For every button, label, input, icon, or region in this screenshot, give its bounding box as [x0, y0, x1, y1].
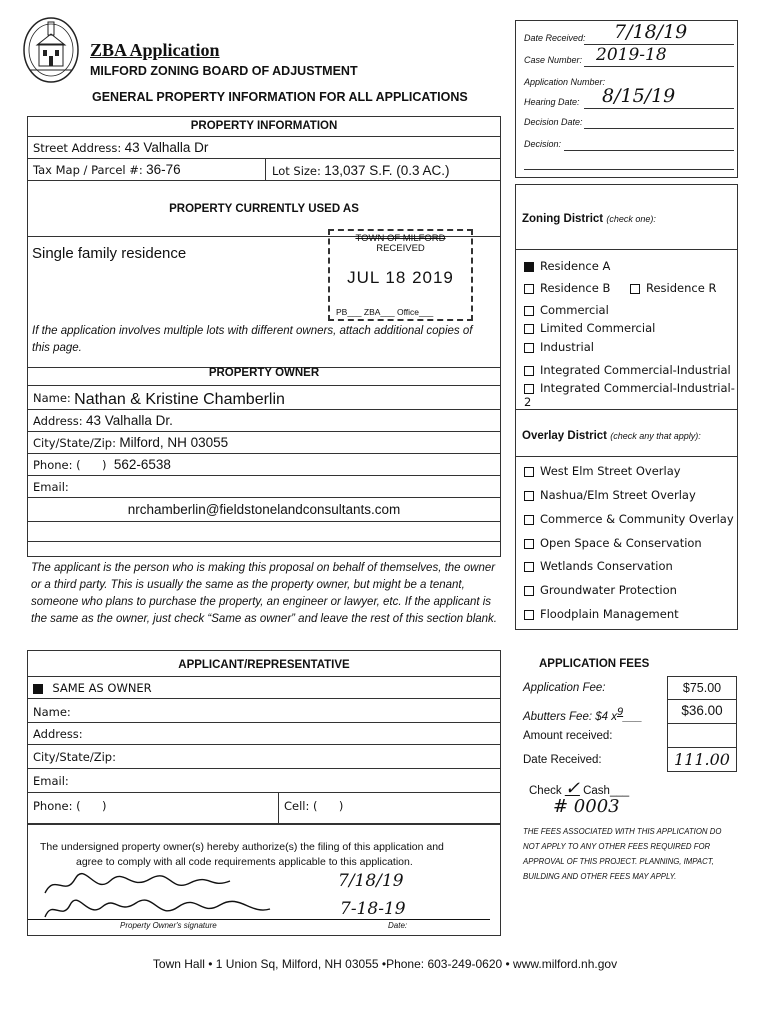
- tax-map-label: Tax Map / Parcel #:: [33, 163, 143, 177]
- option-label: Open Space & Conservation: [540, 536, 702, 550]
- applicant-phone-label[interactable]: Phone: (: [33, 799, 81, 813]
- fees-date-received-value[interactable]: 111.00: [667, 748, 737, 772]
- option-label: Integrated Commercial-Industrial-2: [524, 381, 735, 409]
- application-fee-value: $75.00: [667, 676, 737, 700]
- checkbox-icon[interactable]: [524, 324, 534, 334]
- check-mark[interactable]: ✓: [564, 778, 580, 799]
- zoning-option-integrated-ci-2[interactable]: [524, 381, 737, 409]
- amount-received-label: Amount received:: [523, 730, 613, 742]
- office-use-box: [515, 20, 738, 178]
- spacer-row: [28, 522, 500, 542]
- overlay-header-note: (check any that apply):: [610, 431, 701, 441]
- overlay-option-west-elm[interactable]: [524, 464, 681, 478]
- owner-address-label: Address:: [33, 414, 83, 428]
- option-label: Nashua/Elm Street Overlay: [540, 488, 696, 502]
- property-owner-section: [27, 360, 501, 557]
- application-fee-label: Application Fee:: [523, 682, 606, 694]
- applicant-city-label: City/State/Zip:: [33, 750, 116, 764]
- owner-name-label: Name:: [33, 391, 71, 405]
- date-received-label: Date Received:: [524, 33, 586, 43]
- signature-date-2: 7-18-19: [340, 899, 406, 919]
- applicant-phone-paren: ): [101, 799, 107, 813]
- owner-city-label: City/State/Zip:: [33, 436, 116, 450]
- case-number-value: 2019-18: [596, 45, 667, 65]
- same-as-owner-checkbox[interactable]: [33, 684, 43, 694]
- owner-phone-row: [28, 454, 500, 476]
- applicant-email-label: Email:: [33, 774, 69, 788]
- checkbox-icon[interactable]: [524, 284, 534, 294]
- overlay-option-floodplain[interactable]: [524, 607, 679, 621]
- fees-header: APPLICATION FEES: [539, 658, 650, 670]
- applicant-address-row[interactable]: [28, 723, 500, 745]
- applicant-phone-row: [28, 793, 500, 823]
- checkbox-icon[interactable]: [630, 284, 640, 294]
- option-label: Residence R: [646, 281, 717, 295]
- decision-label: Decision:: [524, 139, 562, 149]
- zoning-option-industrial[interactable]: [524, 340, 594, 354]
- checkbox-icon[interactable]: [524, 610, 534, 620]
- check-label: Check: [529, 785, 562, 797]
- checkbox-icon[interactable]: [524, 262, 534, 272]
- tax-map-value[interactable]: 36-76: [146, 162, 181, 177]
- town-seal-logo: [22, 14, 80, 84]
- case-number-label: Case Number:: [524, 55, 583, 65]
- amount-received-box[interactable]: [667, 724, 737, 748]
- authorization-section: [27, 824, 501, 936]
- overlay-district-section: [515, 410, 738, 630]
- form-title: ZBA Application: [90, 40, 220, 60]
- form-subtitle: GENERAL PROPERTY INFORMATION FOR ALL APPLICATIONS: [92, 90, 468, 104]
- applicant-cell-label[interactable]: Cell: (: [284, 799, 318, 813]
- stamp-town: TOWN OF MILFORD: [355, 233, 446, 244]
- zoning-header: Zoning District: [522, 213, 604, 225]
- applicant-note: The applicant is the person who is making this proposal on behalf of themselves, the owner or a third party. This is usually the same as the property owner, but might be a tenant, someone who plans to purchase the property, an engineer or lawyer, etc. If the applicant is the same as the owner, just check “Same as owner” and leave the rest of this section blank.: [31, 562, 497, 625]
- date-received-value: 7/18/19: [614, 21, 688, 43]
- owner-email-value-row: [28, 498, 500, 522]
- applicant-header: APPLICANT/REPRESENTATIVE: [28, 651, 500, 677]
- zoning-option-residence-a[interactable]: [524, 259, 610, 273]
- cash-label: Cash: [583, 785, 610, 797]
- checkbox-icon[interactable]: [524, 343, 534, 353]
- application-number-label: Application Number:: [524, 77, 606, 87]
- overlay-option-commerce[interactable]: [524, 512, 734, 526]
- property-info-header: PROPERTY INFORMATION: [28, 117, 500, 137]
- overlay-option-groundwater[interactable]: [524, 583, 677, 597]
- checkbox-icon[interactable]: [524, 515, 534, 525]
- overlay-option-nashua-elm[interactable]: [524, 488, 696, 502]
- hearing-date-value: 8/15/19: [602, 85, 676, 107]
- zoning-option-residence-r[interactable]: [630, 281, 716, 295]
- lot-size-label: Lot Size:: [272, 164, 321, 178]
- checkbox-icon[interactable]: [524, 586, 534, 596]
- owner-address-value[interactable]: 43 Valhalla Dr.: [86, 413, 173, 428]
- option-label: West Elm Street Overlay: [540, 464, 681, 478]
- overlay-option-open-space[interactable]: [524, 536, 702, 550]
- applicant-section: [27, 650, 501, 824]
- checkbox-icon[interactable]: [524, 491, 534, 501]
- checkbox-icon[interactable]: [524, 384, 534, 394]
- option-label: Wetlands Conservation: [540, 559, 673, 573]
- stamp-pb: PB: [336, 307, 348, 317]
- owner-city-row: [28, 432, 500, 454]
- option-label: Groundwater Protection: [540, 583, 677, 597]
- checkbox-icon[interactable]: [524, 306, 534, 316]
- zoning-option-integrated-ci[interactable]: [524, 363, 731, 377]
- applicant-address-label: Address:: [33, 727, 83, 741]
- owner-email-value[interactable]: nrchamberlin@fieldstonelandconsultants.com: [127, 502, 401, 517]
- street-address-value[interactable]: 43 Valhalla Dr: [124, 140, 209, 155]
- stamp-date: JUL 18 2019: [347, 268, 454, 287]
- zoning-option-commercial[interactable]: [524, 303, 609, 317]
- option-label: Limited Commercial: [540, 321, 656, 335]
- street-address-label: Street Address:: [33, 141, 122, 155]
- applicant-city-row[interactable]: [28, 745, 500, 769]
- zoning-district-section: [515, 184, 738, 410]
- option-label: Commercial: [540, 303, 609, 317]
- stamp-office: Office: [396, 307, 420, 317]
- zoning-option-limited-commercial[interactable]: [524, 321, 655, 335]
- stamp-received: RECEIVED: [376, 243, 425, 254]
- overlay-option-wetlands[interactable]: [524, 559, 673, 573]
- date-label: Date:: [388, 921, 408, 930]
- lot-size-value[interactable]: 13,037 S.F. (0.3 AC.): [324, 163, 450, 178]
- current-use-value[interactable]: Single family residence: [32, 245, 187, 262]
- checkbox-icon[interactable]: [524, 539, 534, 549]
- check-number: # 0003: [553, 796, 620, 817]
- applicant-name-row[interactable]: [28, 699, 500, 723]
- owner-phone-label: Phone: (: [33, 458, 81, 472]
- zoning-header-note: (check one):: [606, 214, 656, 224]
- checkbox-icon[interactable]: [524, 366, 534, 376]
- page-footer: Town Hall • 1 Union Sq, Milford, NH 03055 •Phone: 603-249-0620 • www.milford.nh.gov: [152, 957, 618, 971]
- applicant-name-label: Name:: [33, 705, 71, 719]
- abutters-fee-label: Abutters Fee: $4 x: [523, 710, 617, 723]
- authorization-text-1: The undersigned property owner(s) hereby authorize(s) the filing of this application and: [40, 841, 444, 853]
- checkbox-icon[interactable]: [524, 562, 534, 572]
- owner-email-row: [28, 476, 500, 498]
- same-as-owner-row[interactable]: [28, 677, 500, 699]
- board-name: MILFORD ZONING BOARD OF ADJUSTMENT: [90, 64, 358, 78]
- owner-name-row: [28, 386, 500, 410]
- zoning-option-residence-b[interactable]: [524, 281, 610, 295]
- application-fees-section: APPLICATION FEES Application Fee: $75.00 Abutters Fee: $4 $x^9\_\_\_$ $36.00 Amount received: Date Received: 111.00 Check ✓ Cash___ # 0003 THE FEES ASSOCIATED WITH THIS APPLICATION DO NOT APPLY TO ANY OTHER FEES REQUIRED FOR APPROVAL OF THIS PROJECT. PLANNING, IMPACT, BUILDING AND OTHER FEES MAY APPLY.: [515, 650, 738, 890]
- option-label: Floodplain Management: [540, 607, 679, 621]
- option-label: Integrated Commercial-Industrial: [540, 363, 731, 377]
- overlay-header: Overlay District: [522, 430, 608, 442]
- received-stamp: TOWN OF MILFORD RECEIVED JUL 18 2019 PB___ ZBA___ Office___: [328, 229, 473, 321]
- hearing-date-label: Hearing Date:: [524, 97, 580, 107]
- abutters-count[interactable]: 9: [616, 706, 624, 718]
- owner-address-row: [28, 410, 500, 432]
- option-label: Industrial: [540, 340, 594, 354]
- owner-phone-paren: ): [101, 458, 107, 472]
- same-as-owner-label: SAME AS OWNER: [52, 681, 152, 695]
- option-label: Residence A: [540, 259, 611, 273]
- owner-email-label: Email:: [33, 480, 69, 494]
- decision-date-label: Decision Date:: [524, 117, 583, 127]
- fees-date-received-label: Date Received:: [523, 754, 602, 766]
- option-label: Residence B: [540, 281, 611, 295]
- owner-name-value[interactable]: Nathan & Kristine Chamberlin: [74, 391, 285, 408]
- tax-map-row: [28, 159, 500, 181]
- owner-phone-value[interactable]: 562-6538: [113, 457, 171, 472]
- authorization-text-2: agree to comply with all code requirements applicable to this application.: [76, 856, 413, 868]
- applicant-cell-paren: ): [338, 799, 344, 813]
- street-address-row: [28, 137, 500, 159]
- current-use-header: PROPERTY CURRENTLY USED AS: [28, 181, 500, 237]
- owner-city-value[interactable]: Milford, NH 03055: [119, 435, 229, 450]
- signature-label: Property Owner's signature: [120, 921, 217, 930]
- stamp-zba: ZBA: [363, 307, 381, 317]
- fees-note: THE FEES ASSOCIATED WITH THIS APPLICATION DO NOT APPLY TO ANY OTHER FEES REQUIRED FOR APPROVAL OF THIS PROJECT. PLANNING, IMPACT, BUILDING AND OTHER FEES MAY APPLY.: [523, 827, 722, 881]
- abutters-fee-value: $36.00: [667, 700, 737, 724]
- applicant-email-row[interactable]: [28, 769, 500, 793]
- signature-date-1: 7/18/19: [338, 871, 404, 891]
- multiple-lots-note: If the application involves multiple lots with different owners, attach additional copies of this page.: [32, 325, 473, 354]
- option-label: Commerce & Community Overlay: [540, 512, 734, 526]
- checkbox-icon[interactable]: [524, 467, 534, 477]
- owner-header: PROPERTY OWNER: [28, 360, 500, 386]
